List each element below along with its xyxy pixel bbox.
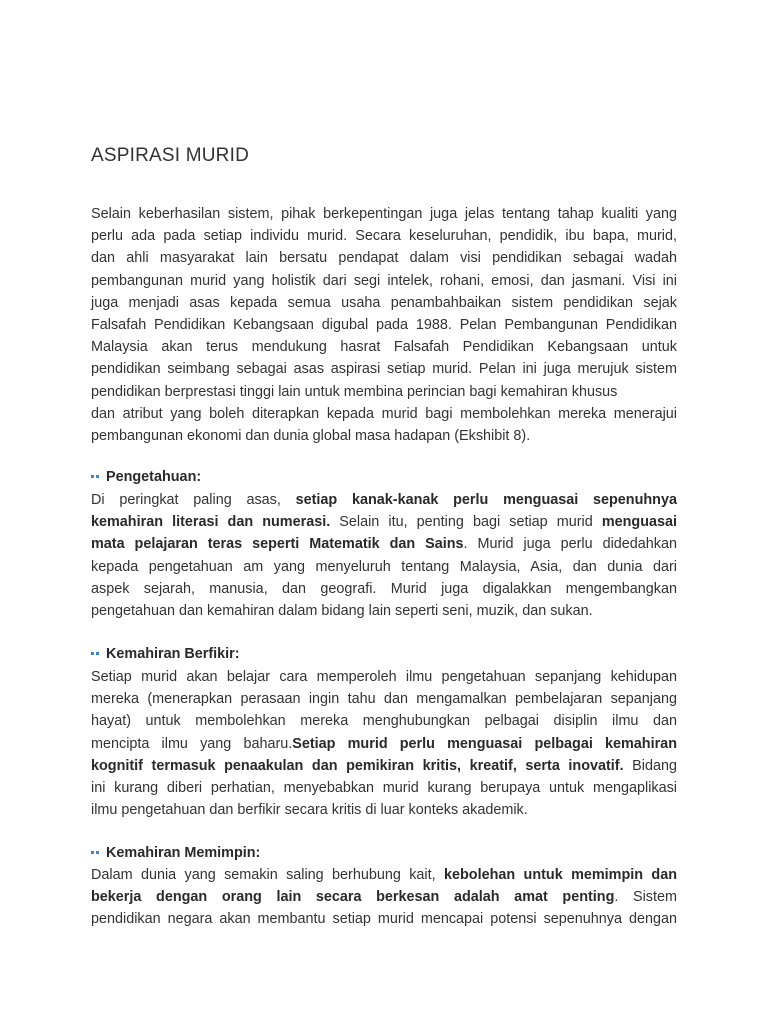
text-line: Falsafah Pendidikan Kebangsaan digubal pada 1988. Pelan Pembangunan Pendidikan: [91, 316, 677, 333]
bold-text: kebolehan untuk memimpin dan: [444, 867, 678, 883]
text-run: hayat) untuk membolehkan mereka menghubungkan pelbagai disiplin ilmu dan: [91, 713, 677, 730]
text-line: [91, 511, 677, 533]
text-run: . Murid juga perlu didedahkan: [463, 536, 677, 553]
text-run: Selain itu, penting bagi setiap murid: [330, 514, 602, 531]
text-run: ini kurang diberi perhatian, menyebabkan murid kurang berupaya untuk mengaplikasi: [91, 779, 677, 796]
text-line: [91, 908, 677, 930]
bold-text: kemahiran literasi dan numerasi.: [91, 514, 331, 531]
text-run: mencipta ilmu yang baharu.: [91, 735, 293, 752]
text-run: ilmu pengetahuan dan berfikir secara kritis di luar konteks akademik.: [91, 802, 528, 819]
text-run: Setiap murid akan belajar cara memperoleh ilmu pengetahuan sepanjang kehidupan: [91, 669, 677, 685]
text-run: aspek sejarah, manusia, dan geografi. Murid juga digalakkan mengembangkan: [91, 580, 677, 597]
section-paragraph-pengetahuan: [91, 489, 677, 622]
bold-text: menguasai: [601, 514, 677, 531]
text-run: pengetahuan dan kemahiran dalam bidang lain seperti seni, muzik, dan sukan.: [91, 602, 593, 619]
text-line: [91, 799, 677, 821]
bullet-icon: [91, 475, 102, 479]
text-run: Dalam dunia yang semakin saling berhubung kait,: [91, 867, 444, 883]
text-line: [91, 733, 677, 755]
text-line: juga menjadi asas kepada semua usaha penambahbaikan sistem pendidikan sejak: [91, 294, 677, 311]
section-heading-label: Pengetahuan:: [106, 469, 202, 485]
section-paragraph-kemahiran-memimpin: [91, 864, 677, 931]
text-line: pembangunan murid yang holistik dari segi intelek, rohani, emosi, dan jasmani. Visi ini: [91, 272, 677, 289]
text-line: [91, 755, 677, 777]
text-line: dan ahli masyarakat lain bersatu pendapat dalam visi pendidikan sebagai wadah: [91, 250, 677, 267]
text-line: [91, 666, 677, 688]
section-heading-kemahiran-memimpin: [91, 845, 260, 861]
bold-text: mata pelajaran teras seperti Matematik dan Sains: [91, 536, 464, 553]
text-line: Selain keberhasilan sistem, pihak berkepentingan juga jelas tentang tahap kualiti yang: [91, 206, 677, 222]
text-line: [91, 710, 677, 732]
text-line: dan atribut yang boleh diterapkan kepada murid bagi membolehkan mereka menerajui: [91, 405, 677, 422]
text-line: [91, 886, 677, 908]
text-line: [91, 864, 677, 886]
page-title: ASPIRASI MURID: [91, 145, 249, 166]
text-line: [91, 556, 677, 578]
bold-text: kognitif termasuk penaakulan dan pemikiran kritis, kreatif, serta inovatif.: [91, 757, 624, 774]
text-line: [91, 777, 677, 799]
text-line: pembangunan ekonomi dan dunia global masa hadapan (Ekshibit 8).: [91, 427, 531, 444]
text-line: [91, 489, 677, 511]
section-heading-kemahiran-berfikir: [91, 646, 240, 662]
text-line: [91, 533, 677, 555]
bold-text: setiap kanak-kanak perlu menguasai sepenuhnya: [295, 492, 677, 508]
text-run: . Sistem: [614, 889, 677, 906]
text-line: pendidikan seimbang sebagai asas aspirasi setiap murid. Pelan ini juga merujuk sistem: [91, 361, 677, 378]
text-line: Malaysia akan terus mendukung hasrat Falsafah Pendidikan Kebangsaan untuk: [91, 339, 677, 356]
text-run: mereka (menerapkan perasaan ingin tahu dan mengamalkan pembelajaran sepanjang: [91, 691, 677, 708]
bold-text: Setiap murid perlu menguasai pelbagai kemahiran: [292, 735, 677, 752]
text-line: pendidikan berprestasi tinggi lain untuk membina perincian bagi kemahiran khusus: [91, 383, 618, 400]
intro-paragraph: [91, 203, 677, 447]
text-line: [91, 688, 677, 710]
text-line: [91, 600, 677, 622]
text-line: perlu ada pada setiap individu murid. Secara keseluruhan, pendidik, ibu bapa, murid,: [91, 228, 677, 245]
text-line: [91, 578, 677, 600]
bold-text: bekerja dengan orang lain secara berkesan adalah amat penting: [91, 889, 615, 906]
bullet-icon: [91, 851, 102, 855]
bullet-icon: [91, 652, 102, 656]
text-run: pendidikan negara akan membantu setiap murid mencapai potensi sepenuhnya dengan: [91, 911, 677, 928]
section-heading-pengetahuan: [91, 469, 201, 485]
text-run: kepada pengetahuan am yang menyeluruh tentang Malaysia, Asia, dan dunia dari: [91, 558, 677, 575]
section-heading-label: Kemahiran Berfikir:: [106, 646, 240, 662]
text-run: Bidang: [623, 757, 677, 774]
text-run: Di peringkat paling asas,: [91, 492, 296, 508]
section-heading-label: Kemahiran Memimpin:: [106, 845, 261, 861]
section-paragraph-kemahiran-berfikir: [91, 666, 677, 821]
